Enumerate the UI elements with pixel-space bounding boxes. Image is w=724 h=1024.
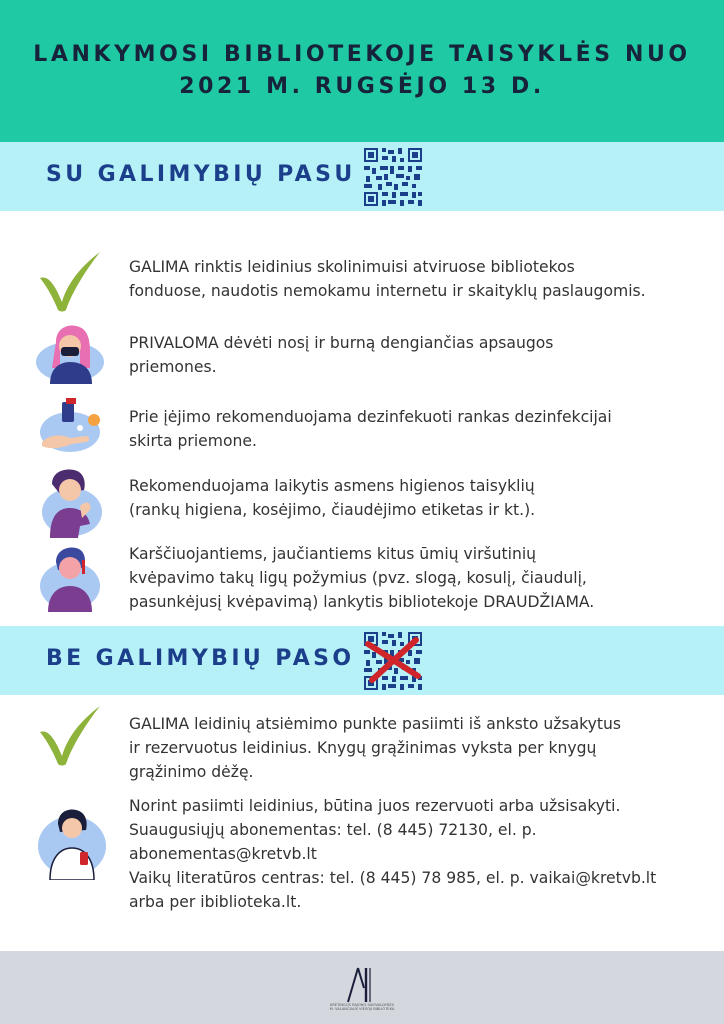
rule-line: grąžinimo dėžę. [129,763,254,781]
rule-line: arba per ibiblioteka.lt. [129,893,302,911]
section-title-without-pass: BE GALIMYBIŲ PASO [46,646,355,671]
page-title-line-2: 2021 M. RUGSĖJO 13 D. [179,74,545,99]
rule-line: priemones. [129,358,217,376]
logo-caption [312,1003,412,1011]
checkmark-icon [36,248,104,314]
rule-line: ir rezervuotus leidinius. Knygų grąžinimas vyksta per knygų [129,739,597,757]
library-logo-icon [344,964,380,1004]
rule-line: fonduose, naudotis nemokamu internetu ir skaityklų paslaugomis. [129,282,646,300]
section-title-with-pass: SU GALIMYBIŲ PASU [46,162,356,187]
crossed-qr-code-icon [364,632,422,690]
rule-line: skirta priemone. [129,432,257,450]
rule-line: Norint pasiimti leidinius, būtina juos rezervuoti arba užsisakyti. [129,797,621,815]
rule-line: Vaikų literatūros centras: tel. (8 445) 78 985, el. p. vaikai@kretvb.lt [129,869,657,887]
rule-line: Prie įėjimo rekomenduojama dezinfekuoti rankas dezinfekcijai [129,408,612,426]
rule-line: GALIMA leidinių atsiėmimo punkte pasiimti iš anksto užsakytus [129,715,621,733]
logo-caption-line-2: M. VALANČIAUS VIEŠOJI BIBLIOTEKA [329,1007,395,1011]
logo-caption-line-1: KRETINGOS RAJONO SAVIVALDYBĖS [329,1003,395,1007]
section-header-without-pass [0,626,724,695]
rule-line: abonementas@kretvb.lt [129,845,317,863]
rule-line: kvėpavimo takų ligų požymius (pvz. slogą, kosulį, čiaudulį, [129,569,587,587]
section-header-with-pass [0,142,724,211]
rule-text-without-pass-2 [129,794,719,914]
rule-line: pasunkėjusį kvėpavimą) lankytis bibliotekoje DRAUDŽIAMA. [129,593,595,611]
sneezing-person-icon [40,466,104,538]
page-header [0,0,724,142]
rule-line: (rankų higiena, kosėjimo, čiaudėjimo etiketas ir kt.). [129,501,536,519]
person-with-phone-icon [36,804,108,880]
rule-text-with-pass-2 [129,331,719,379]
checkmark-icon [36,702,104,768]
sick-person-thermometer-icon [38,546,104,612]
qr-code-icon [364,148,422,206]
page-title-line-1: LANKYMOSI BIBLIOTEKOJE TAISYKLĖS NUO [33,42,691,67]
hand-sanitizer-icon [36,398,106,454]
rule-line: Karščiuojantiems, jaučiantiems kitus ūmių viršutinių [129,545,537,563]
rule-text-with-pass-4 [129,474,719,522]
rule-text-with-pass-1 [129,255,719,303]
rule-line: PRIVALOMA dėvėti nosį ir burną dengiančias apsaugos [129,334,554,352]
rule-text-with-pass-3 [129,405,719,453]
rule-line: Suaugusiųjų abonementas: tel. (8 445) 72130, el. p. [129,821,537,839]
rule-line: Rekomenduojama laikytis asmens higienos taisyklių [129,477,535,495]
face-mask-person-icon [34,322,108,384]
rule-line: GALIMA rinktis leidinius skolinimuisi atviruose bibliotekos [129,258,575,276]
rule-text-with-pass-5 [129,542,719,614]
rule-text-without-pass-1 [129,712,719,784]
